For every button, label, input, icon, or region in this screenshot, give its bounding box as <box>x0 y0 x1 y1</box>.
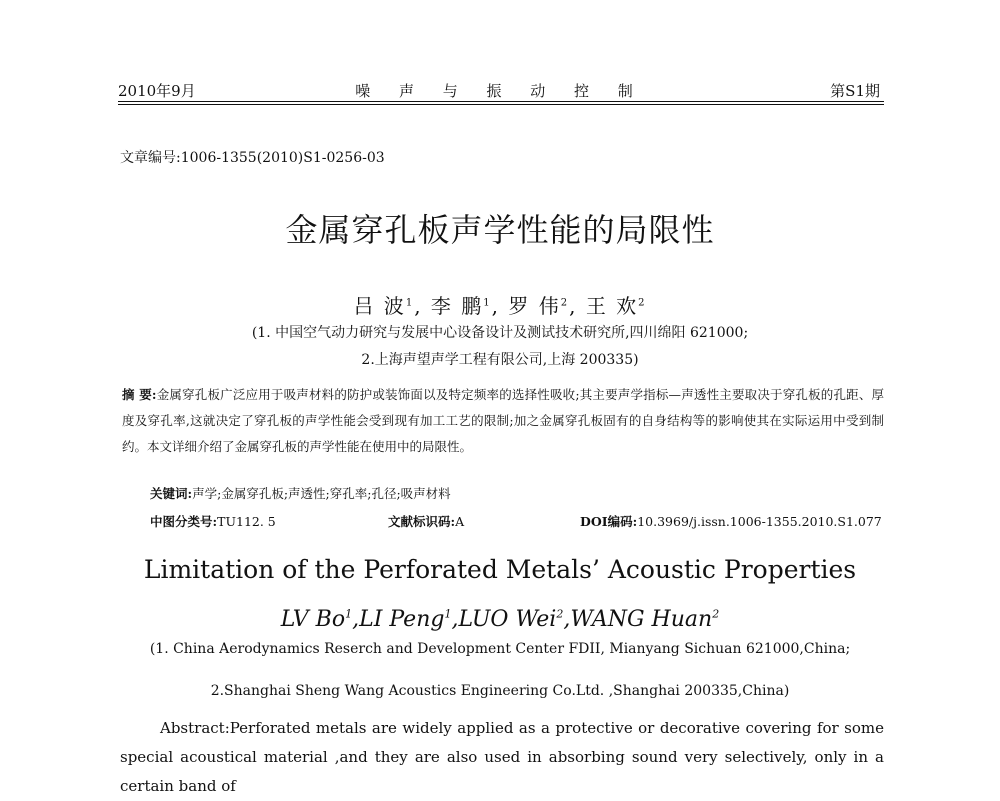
chinese-authors <box>0 290 1000 319</box>
issue-number: 第S1期 <box>830 82 880 100</box>
english-abstract: Abstract:Perforated metals are widely applied as a protective or decorative covering for some special acoustical material ,and they are also used in absorbing sound very selectively, only in a certain band of <box>120 719 884 795</box>
doi <box>580 512 882 530</box>
author-name: LUO Wei <box>458 607 557 632</box>
document-code-label: 文献标识码: <box>388 514 456 529</box>
header-date: 2010年9月 <box>118 82 196 100</box>
english-title: Limitation of the Perforated Metals’ Acoustic Properties <box>143 555 857 584</box>
author-affiliation-mark: 2 <box>556 607 564 621</box>
author-name: 王 欢 <box>585 294 639 318</box>
abstract-text: 金属穿孔板广泛应用于吸声材料的防护或装饰面以及特定频率的选择性吸收;其主要声学指标—声透性主要取决于穿孔板的孔距、厚度及穿孔率,这就决定了穿孔板的声学性能会受到现有加工工艺的限制;加之金属穿孔板固有的自身结构等的影响使其在实际运用中受到制约。本文详细介绍了金属穿孔板的声学性能在使用中的局限性。 <box>122 387 885 454</box>
author-name: 罗 伟 <box>508 294 561 318</box>
author-separator: , <box>414 294 423 318</box>
author-affiliation-mark: 2 <box>638 297 647 309</box>
author-affiliation-mark: 1 <box>444 607 452 621</box>
english-affiliation-1: (1. China Aerodynamics Reserch and Development Center FDII, Mianyang Sichuan 621000,China; <box>149 641 851 657</box>
author-affiliation-mark: 1 <box>345 607 353 621</box>
keywords-label: 关键词: <box>150 486 193 501</box>
chinese-affiliation-2: 2.上海声望声学工程有限公司,上海 200335) <box>361 352 639 368</box>
author-name: 李 鹏 <box>430 294 484 318</box>
journal-name: 噪 声 与 振 动 控 制 <box>355 82 645 100</box>
header-rule-thin <box>118 104 884 105</box>
author-separator: , <box>563 607 571 632</box>
document-code <box>388 512 464 530</box>
classification-label: 中图分类号: <box>150 514 218 529</box>
author-separator: , <box>451 607 459 632</box>
article-id: 文章编号:1006-1355(2010)S1-0256-03 <box>120 150 385 166</box>
author-affiliation-mark: 1 <box>405 297 415 309</box>
author-name: WANG Huan <box>570 607 713 632</box>
keywords-text: 声学;金属穿孔板;声透性;穿孔率;孔径;吸声材料 <box>192 486 451 501</box>
author-name: 吕 波 <box>353 294 406 318</box>
header-rule-thick <box>118 101 884 102</box>
author-affiliation-mark: 1 <box>483 297 492 309</box>
chinese-title: 金属穿孔板声学性能的局限性 <box>285 211 715 249</box>
author-name: LV Bo <box>280 607 346 632</box>
classification-value: TU112. 5 <box>217 514 276 529</box>
abstract-label: 摘 要: <box>122 387 157 402</box>
author-affiliation-mark: 2 <box>560 297 570 309</box>
doi-label: DOI编码: <box>580 514 638 529</box>
author-separator: , <box>491 294 500 318</box>
author-separator: , <box>569 294 578 318</box>
author-name: LI Peng <box>359 607 445 632</box>
classification-number <box>150 512 276 530</box>
chinese-abstract <box>122 382 884 460</box>
author-affiliation-mark: 2 <box>712 607 720 621</box>
doi-value: 10.3969/j.issn.1006-1355.2010.S1.077 <box>637 514 882 529</box>
english-authors <box>0 607 1000 632</box>
document-code-value: A <box>455 514 465 529</box>
english-affiliation-2: 2.Shanghai Sheng Wang Acoustics Engineering Co.Ltd. ,Shanghai 200335,China) <box>210 683 790 699</box>
keywords <box>150 484 451 502</box>
chinese-affiliation-1: (1. 中国空气动力研究与发展中心设备设计及测试技术研究所,四川绵阳 621000; <box>251 325 749 341</box>
author-separator: , <box>352 607 360 632</box>
